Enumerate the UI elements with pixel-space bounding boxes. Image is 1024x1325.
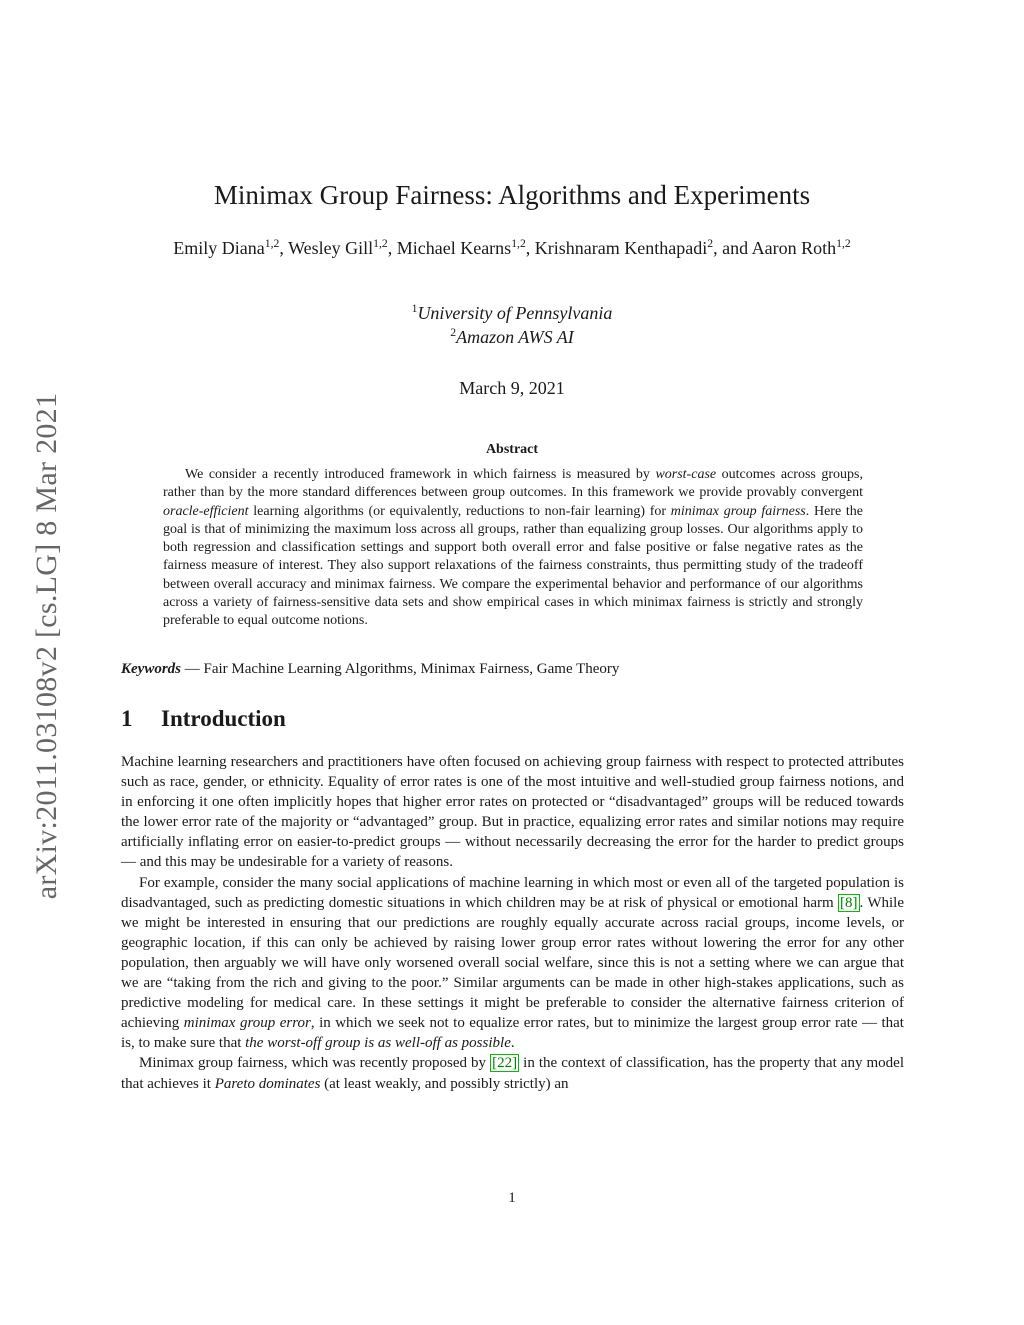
affiliation-marker: 2 xyxy=(450,326,457,339)
text-run: Machine learning researchers and practitioners have often focused on achieving group fairness with respect to protected attributes such as race, gender, or ethnicity. Equality of error rates is one of the most intuitive and well-studied group fairness notions, and in enforcing it one often implicitly hopes that higher error rates on protected or “disadvantaged” groups will be reduced towards the lower error rate of the majority or “advantaged” group. But in practice, equalizing error rates and similar notions may require artificially inflating error on easier-to-predict groups — without necessarily decreasing the error for the harder to predict groups — and this may be undesirable for a variety of reasons. xyxy=(121,754,904,871)
author-affiliation-marker: 1,2 xyxy=(373,237,388,250)
keywords-text: Fair Machine Learning Algorithms, Minimax Fairness, Game Theory xyxy=(203,661,620,677)
emphasis-text: the worst-off group is as well-off as possible xyxy=(245,1035,511,1052)
text-run: For example, consider the many social applications of machine learning in which most or even all of the targeted population is disadvantaged, such as predicting domestic situations in which children may be at risk of physical or emotional harm xyxy=(121,874,904,911)
author-name: Wesley Gill xyxy=(288,238,374,258)
section-number: 1 xyxy=(121,706,133,731)
emphasis-text: Pareto dominates xyxy=(214,1075,321,1092)
emphasis-text: oracle-efficient xyxy=(163,503,249,519)
section-heading xyxy=(121,706,286,732)
affiliation-name: University of Pennsylvania xyxy=(417,303,613,323)
abstract-body xyxy=(163,466,863,631)
text-run: . While we might be interested in ensuring that our predictions are roughly equally accurate across racial groups, income levels, or geographic location, if this can only be achieved by raising lower group error rates without lowering the error for any other population, then arguably we will have only worsened overall social welfare, since this is not a setting where we can argue that we are “taking from the rich and giving to the poor.” Similar arguments can be made in other high-stakes applications, such as predictive modeling for medical care. In these settings it might be preferable to consider the alternative fairness criterion of achieving xyxy=(121,894,905,1032)
text-run: We consider a recently introduced framework in which fairness is measured by xyxy=(185,467,656,482)
author-affiliation-marker: 2 xyxy=(707,237,714,250)
arxiv-identifier: arXiv:2011.03108v2 [cs.LG] 8 Mar 2021 xyxy=(30,392,63,900)
keywords-label: Keywords xyxy=(121,661,181,677)
affiliation xyxy=(0,301,1024,325)
paragraph xyxy=(121,873,904,1054)
emphasis-text: worst-case xyxy=(655,467,717,482)
author-name: Krishnaram Kenthapadi xyxy=(534,238,708,258)
emphasis-text: minimax group error xyxy=(183,1015,311,1032)
paper-date: March 9, 2021 xyxy=(459,378,565,398)
citation-link[interactable]: [22] xyxy=(492,1055,518,1072)
introduction-body xyxy=(121,752,904,1094)
text-run: . xyxy=(510,1035,515,1052)
text-run: learning algorithms (or equivalently, reductions to non-fair learning) for xyxy=(248,503,671,519)
author-name: Emily Diana xyxy=(173,238,265,258)
keywords-line xyxy=(121,661,911,678)
author-separator: , and xyxy=(713,238,752,258)
text-run: (at least weakly, and possibly strictly) an xyxy=(320,1075,569,1092)
author-affiliation-marker: 1,2 xyxy=(264,237,280,250)
citation-link[interactable]: [8] xyxy=(840,894,858,911)
affiliation xyxy=(0,325,1024,349)
page-number: 1 xyxy=(508,1190,516,1206)
author-separator: , xyxy=(387,238,397,258)
keywords-dash: — xyxy=(181,661,204,677)
paragraph xyxy=(121,752,904,873)
affiliation-name: Amazon AWS AI xyxy=(456,327,574,347)
affiliation-marker: 1 xyxy=(411,302,418,315)
paragraph xyxy=(121,1053,904,1093)
author-name: Michael Kearns xyxy=(396,238,512,258)
text-run: outcomes across groups, rather than by the more standard differences between group outcomes. In this framework we provide provably convergent xyxy=(163,467,863,501)
abstract-heading: Abstract xyxy=(485,442,539,457)
section-title: Introduction xyxy=(161,706,286,731)
author-list xyxy=(150,236,874,260)
author-affiliation-marker: 1,2 xyxy=(511,237,526,250)
author-affiliation-marker: 1,2 xyxy=(836,237,851,250)
paper-title: Minimax Group Fairness: Algorithms and Experiments xyxy=(213,180,811,210)
author-name: Aaron Roth xyxy=(751,238,837,258)
author-separator: , xyxy=(279,238,289,258)
text-run: in the context of classification, has the property that any model that achieves it xyxy=(121,1055,905,1092)
text-run: Minimax group fairness, which was recently proposed by xyxy=(139,1055,491,1072)
text-run: . Here the goal is that of minimizing the maximum loss across all groups, rather than equalizing group losses. Our algorithms apply to both regression and classification settings and support both overall error and false positive or false negative rates as the fairness measure of interest. They also support relaxations of the fairness constraints, thus permitting study of the tradeoff between overall accuracy and minimax fairness. We compare the experimental behavior and performance of our algorithms across a variety of fairness-sensitive data sets and show empirical cases in which minimax fairness is strictly and strongly preferable to equal outcome notions. xyxy=(163,503,863,629)
affiliation-list xyxy=(0,301,1024,349)
text-run: , in which we seek not to equalize error rates, but to minimize the largest group error rate — that is, to make sure that xyxy=(121,1015,904,1052)
emphasis-text: minimax group fairness xyxy=(670,503,806,519)
author-separator: , xyxy=(525,238,535,258)
